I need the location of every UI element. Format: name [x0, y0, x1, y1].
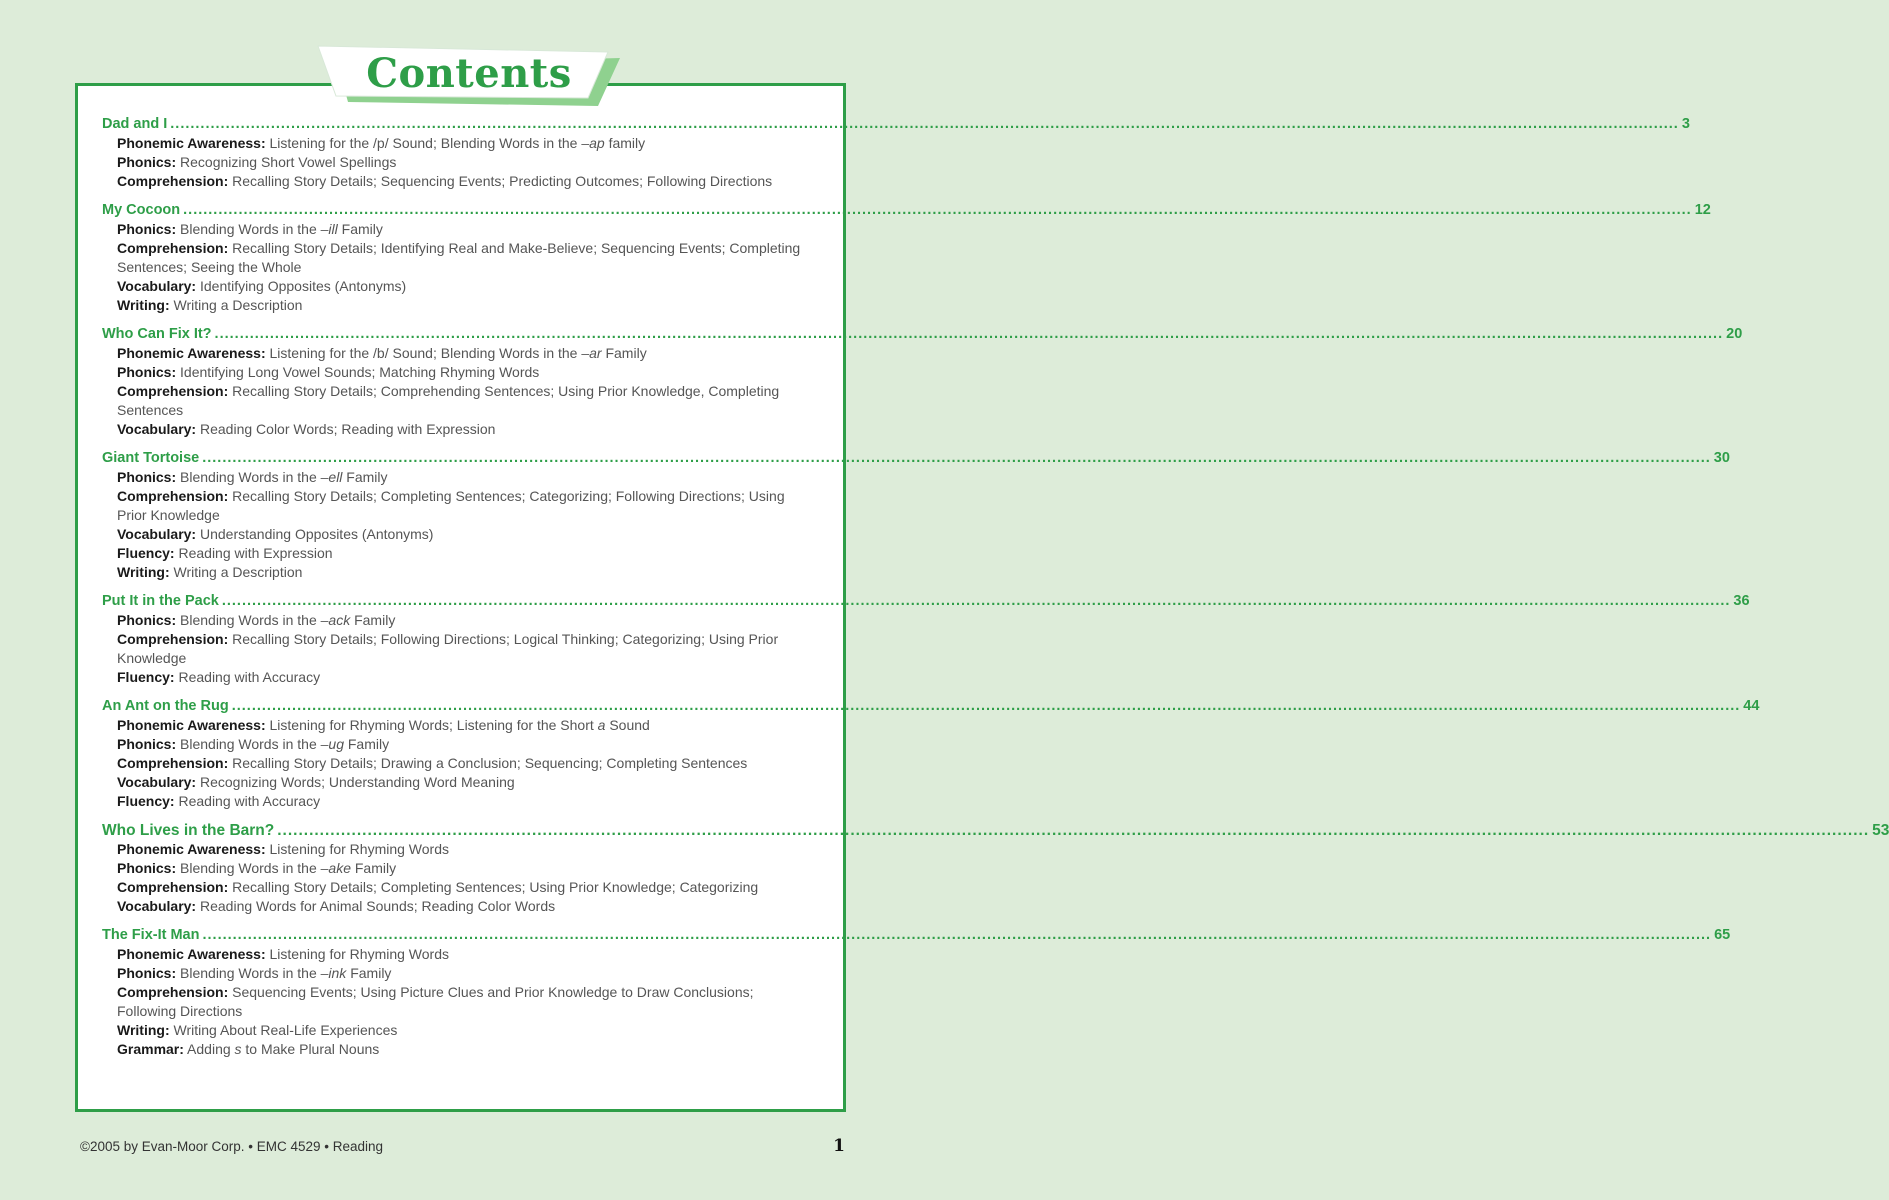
skill-text: Sound: [605, 717, 650, 733]
footer-page-number: 1: [833, 1136, 845, 1156]
skill-text: Blending Words in the: [180, 221, 321, 237]
skill-label: Phonics:: [117, 736, 177, 752]
toc-skill-line: [117, 563, 814, 582]
skill-label: Phonics:: [117, 154, 177, 170]
skill-label: Phonics:: [117, 469, 177, 485]
dot-leader: ............................................................................................................................................................................................................................................................................................................: [221, 593, 1731, 609]
toc-skill-line: [117, 859, 814, 878]
toc-entry: [102, 926, 1731, 945]
toc-entry-page: 12: [1694, 202, 1711, 218]
toc-skill-line: [117, 363, 814, 382]
dot-leader: ............................................................................................................................................................................................................................................................................................................: [277, 822, 1870, 839]
toc-skill-line: [117, 945, 814, 964]
skill-label: Phonics:: [117, 860, 177, 876]
dot-leader: ............................................................................................................................................................................................................................................................................................................: [231, 698, 1741, 714]
skill-label: Phonics:: [117, 221, 177, 237]
skill-label: Comprehension:: [117, 240, 229, 256]
toc-skill-line: [117, 468, 814, 487]
skill-label: Vocabulary:: [117, 526, 197, 542]
toc-entry-title: An Ant on the Rug: [102, 698, 229, 714]
skill-italic-term: –ap: [581, 135, 605, 151]
skill-label: Comprehension:: [117, 383, 229, 399]
skill-text: Identifying Long Vowel Sounds; Matching Rhyming Words: [180, 364, 540, 380]
dot-leader: ............................................................................................................................................................................................................................................................................................................: [202, 927, 1712, 943]
skill-text: Recalling Story Details; Completing Sentences; Categorizing; Following Directions; Using Prior Knowledge: [117, 488, 785, 523]
toc-skill-line: [117, 172, 814, 191]
skill-italic-term: a: [597, 717, 606, 733]
skill-text: Sequencing Events; Using Picture Clues and Prior Knowledge to Draw Conclusions; Following Directions: [117, 984, 754, 1019]
toc-skill-line: [117, 983, 814, 1021]
skill-text: family: [604, 135, 646, 151]
skill-label: Phonemic Awareness:: [117, 946, 266, 962]
skill-text: Listening for the /b/ Sound; Blending Words in the: [269, 345, 582, 361]
skill-label: Vocabulary:: [117, 898, 197, 914]
toc-skill-line: [117, 630, 814, 668]
toc-entry-title: Who Can Fix It?: [102, 326, 212, 342]
toc-entry: [102, 449, 1730, 468]
skill-italic-term: s: [234, 1041, 242, 1057]
skill-italic-term: –ake: [320, 860, 351, 876]
skill-text: to Make Plural Nouns: [241, 1041, 380, 1057]
toc-skill-line: [117, 668, 814, 687]
toc-skill-line: [117, 420, 814, 439]
skill-label: Phonemic Awareness:: [117, 345, 266, 361]
skill-label: Comprehension:: [117, 631, 229, 647]
toc-skill-line: [117, 792, 814, 811]
skill-text: Recalling Story Details; Following Directions; Logical Thinking; Categorizing; Using Prior Knowledge: [117, 631, 779, 666]
toc-skill-line: [117, 544, 814, 563]
skill-text: Blending Words in the: [180, 469, 321, 485]
toc-section: [102, 325, 1743, 439]
toc-skill-line: [117, 239, 814, 277]
skill-text: Listening for Rhyming Words; Listening for the Short: [269, 717, 598, 733]
skill-text: Recognizing Words; Understanding Word Meaning: [200, 774, 515, 790]
skill-text: Family: [346, 965, 392, 981]
skill-label: Vocabulary:: [117, 774, 197, 790]
skill-text: Writing a Description: [173, 564, 303, 580]
skill-label: Comprehension:: [117, 173, 229, 189]
skill-text: Adding: [187, 1041, 235, 1057]
skill-text: Blending Words in the: [180, 965, 321, 981]
toc-skill-line: [117, 773, 814, 792]
skill-text: Recalling Story Details; Identifying Real and Make-Believe; Sequencing Events; Completing Sentences; Seeing the Whole: [117, 240, 801, 275]
toc-entry-title: Giant Tortoise: [102, 450, 200, 466]
skill-text: Writing a Description: [173, 297, 303, 313]
toc-entry-title: The Fix-It Man: [102, 927, 200, 943]
skill-text: Identifying Opposites (Antonyms): [200, 278, 407, 294]
toc-skill-line: [117, 487, 814, 525]
toc-skill-line: [117, 716, 814, 735]
toc-skill-line: [117, 277, 814, 296]
toc-entry-page: 3: [1681, 116, 1690, 132]
table-of-contents: [102, 115, 1889, 1069]
toc-skill-line: [117, 1040, 814, 1059]
toc-entry-page: 20: [1726, 326, 1743, 342]
toc-skill-line: [117, 1021, 814, 1040]
skill-italic-term: –ell: [320, 469, 343, 485]
skill-text: Recalling Story Details; Completing Sentences; Using Prior Knowledge; Categorizing: [232, 879, 759, 895]
skill-text: Understanding Opposites (Antonyms): [200, 526, 434, 542]
toc-entry: [102, 201, 1711, 220]
toc-skill-line: [117, 878, 814, 897]
toc-skill-line: [117, 525, 814, 544]
skill-text: Family: [350, 612, 396, 628]
skill-label: Grammar:: [117, 1041, 184, 1057]
skill-text: Reading with Accuracy: [178, 669, 321, 685]
skill-text: Listening for Rhyming Words: [269, 841, 449, 857]
skill-label: Writing:: [117, 297, 170, 313]
skill-text: Family: [343, 736, 390, 752]
toc-entry-title: Who Lives in the Barn?: [102, 822, 275, 839]
skill-label: Writing:: [117, 1022, 170, 1038]
toc-entry-page: 65: [1714, 927, 1731, 943]
skill-label: Comprehension:: [117, 984, 229, 1000]
toc-section: [102, 115, 1690, 191]
toc-skill-line: [117, 611, 814, 630]
skill-label: Fluency:: [117, 793, 175, 809]
toc-skill-line: [117, 134, 814, 153]
skill-label: Comprehension:: [117, 755, 229, 771]
toc-entry-page: 30: [1713, 450, 1730, 466]
toc-entry: [102, 592, 1750, 611]
skill-text: Listening for Rhyming Words: [269, 946, 449, 962]
skill-label: Phonics:: [117, 965, 177, 981]
skill-text: Reading with Accuracy: [178, 793, 321, 809]
toc-entry-page: 53: [1872, 822, 1889, 839]
toc-section: [102, 592, 1750, 687]
footer-copyright: ©2005 by Evan-Moor Corp. • EMC 4529 • Reading: [80, 1139, 384, 1154]
dot-leader: ............................................................................................................................................................................................................................................................................................................: [202, 450, 1711, 466]
dot-leader: ............................................................................................................................................................................................................................................................................................................: [214, 326, 1724, 342]
toc-skill-line: [117, 220, 814, 239]
skill-text: Family: [342, 469, 388, 485]
skill-italic-term: –ug: [320, 736, 344, 752]
toc-entry: [102, 821, 1889, 840]
skill-text: Recalling Story Details; Drawing a Conclusion; Sequencing; Completing Sentences: [232, 755, 748, 771]
toc-skill-line: [117, 754, 814, 773]
toc-section: [102, 821, 1889, 916]
toc-skill-line: [117, 344, 814, 363]
skill-text: Family: [350, 860, 397, 876]
skill-text: Recognizing Short Vowel Spellings: [180, 154, 397, 170]
skill-italic-term: –ink: [320, 965, 347, 981]
toc-section: [102, 449, 1730, 582]
toc-entry-page: 36: [1733, 593, 1750, 609]
skill-text: Family: [601, 345, 647, 361]
toc-entry-title: Put It in the Pack: [102, 593, 219, 609]
toc-entry: [102, 325, 1743, 344]
skill-label: Phonics:: [117, 612, 177, 628]
skill-label: Comprehension:: [117, 488, 229, 504]
skill-text: Reading Words for Animal Sounds; Reading Color Words: [200, 898, 556, 914]
toc-entry: [102, 115, 1690, 134]
skill-label: Vocabulary:: [117, 278, 197, 294]
toc-entry: [102, 697, 1760, 716]
skill-label: Phonemic Awareness:: [117, 135, 266, 151]
toc-entry-title: My Cocoon: [102, 202, 181, 218]
skill-text: Writing About Real-Life Experiences: [173, 1022, 398, 1038]
skill-text: Recalling Story Details; Comprehending Sentences; Using Prior Knowledge, Completing Sentences: [117, 383, 780, 418]
skill-text: Blending Words in the: [180, 612, 321, 628]
toc-skill-line: [117, 382, 814, 420]
toc-entry-page: 44: [1743, 698, 1760, 714]
skill-label: Fluency:: [117, 669, 175, 685]
dot-leader: ............................................................................................................................................................................................................................................................................................................: [183, 202, 1692, 218]
toc-skill-line: [117, 840, 814, 859]
toc-section: [102, 926, 1731, 1059]
skill-label: Phonics:: [117, 364, 177, 380]
skill-text: Listening for the /p/ Sound; Blending Words in the: [269, 135, 582, 151]
skill-text: Blending Words in the: [180, 860, 321, 876]
toc-skill-line: [117, 897, 814, 916]
skill-label: Writing:: [117, 564, 170, 580]
contents-banner: [318, 46, 620, 108]
skill-text: Reading Color Words; Reading with Expression: [200, 421, 496, 437]
skill-text: Family: [337, 221, 383, 237]
toc-entry-title: Dad and I: [102, 116, 168, 132]
dot-leader: ............................................................................................................................................................................................................................................................................................................: [170, 116, 1679, 132]
skill-text: Reading with Expression: [178, 545, 333, 561]
skill-text: Blending Words in the: [180, 736, 321, 752]
toc-skill-line: [117, 296, 814, 315]
skill-label: Vocabulary:: [117, 421, 197, 437]
toc-section: [102, 697, 1760, 811]
skill-label: Phonemic Awareness:: [117, 717, 266, 733]
toc-section: [102, 201, 1711, 315]
toc-skill-line: [117, 964, 814, 983]
skill-italic-term: –ar: [581, 345, 602, 361]
skill-label: Phonemic Awareness:: [117, 841, 266, 857]
skill-italic-term: –ack: [320, 612, 351, 628]
skill-italic-term: –ill: [320, 221, 338, 237]
skill-label: Fluency:: [117, 545, 175, 561]
toc-skill-line: [117, 735, 814, 754]
skill-label: Comprehension:: [117, 879, 229, 895]
skill-text: Recalling Story Details; Sequencing Events; Predicting Outcomes; Following Directions: [232, 173, 773, 189]
toc-skill-line: [117, 153, 814, 172]
page-title: Contents: [366, 50, 572, 97]
